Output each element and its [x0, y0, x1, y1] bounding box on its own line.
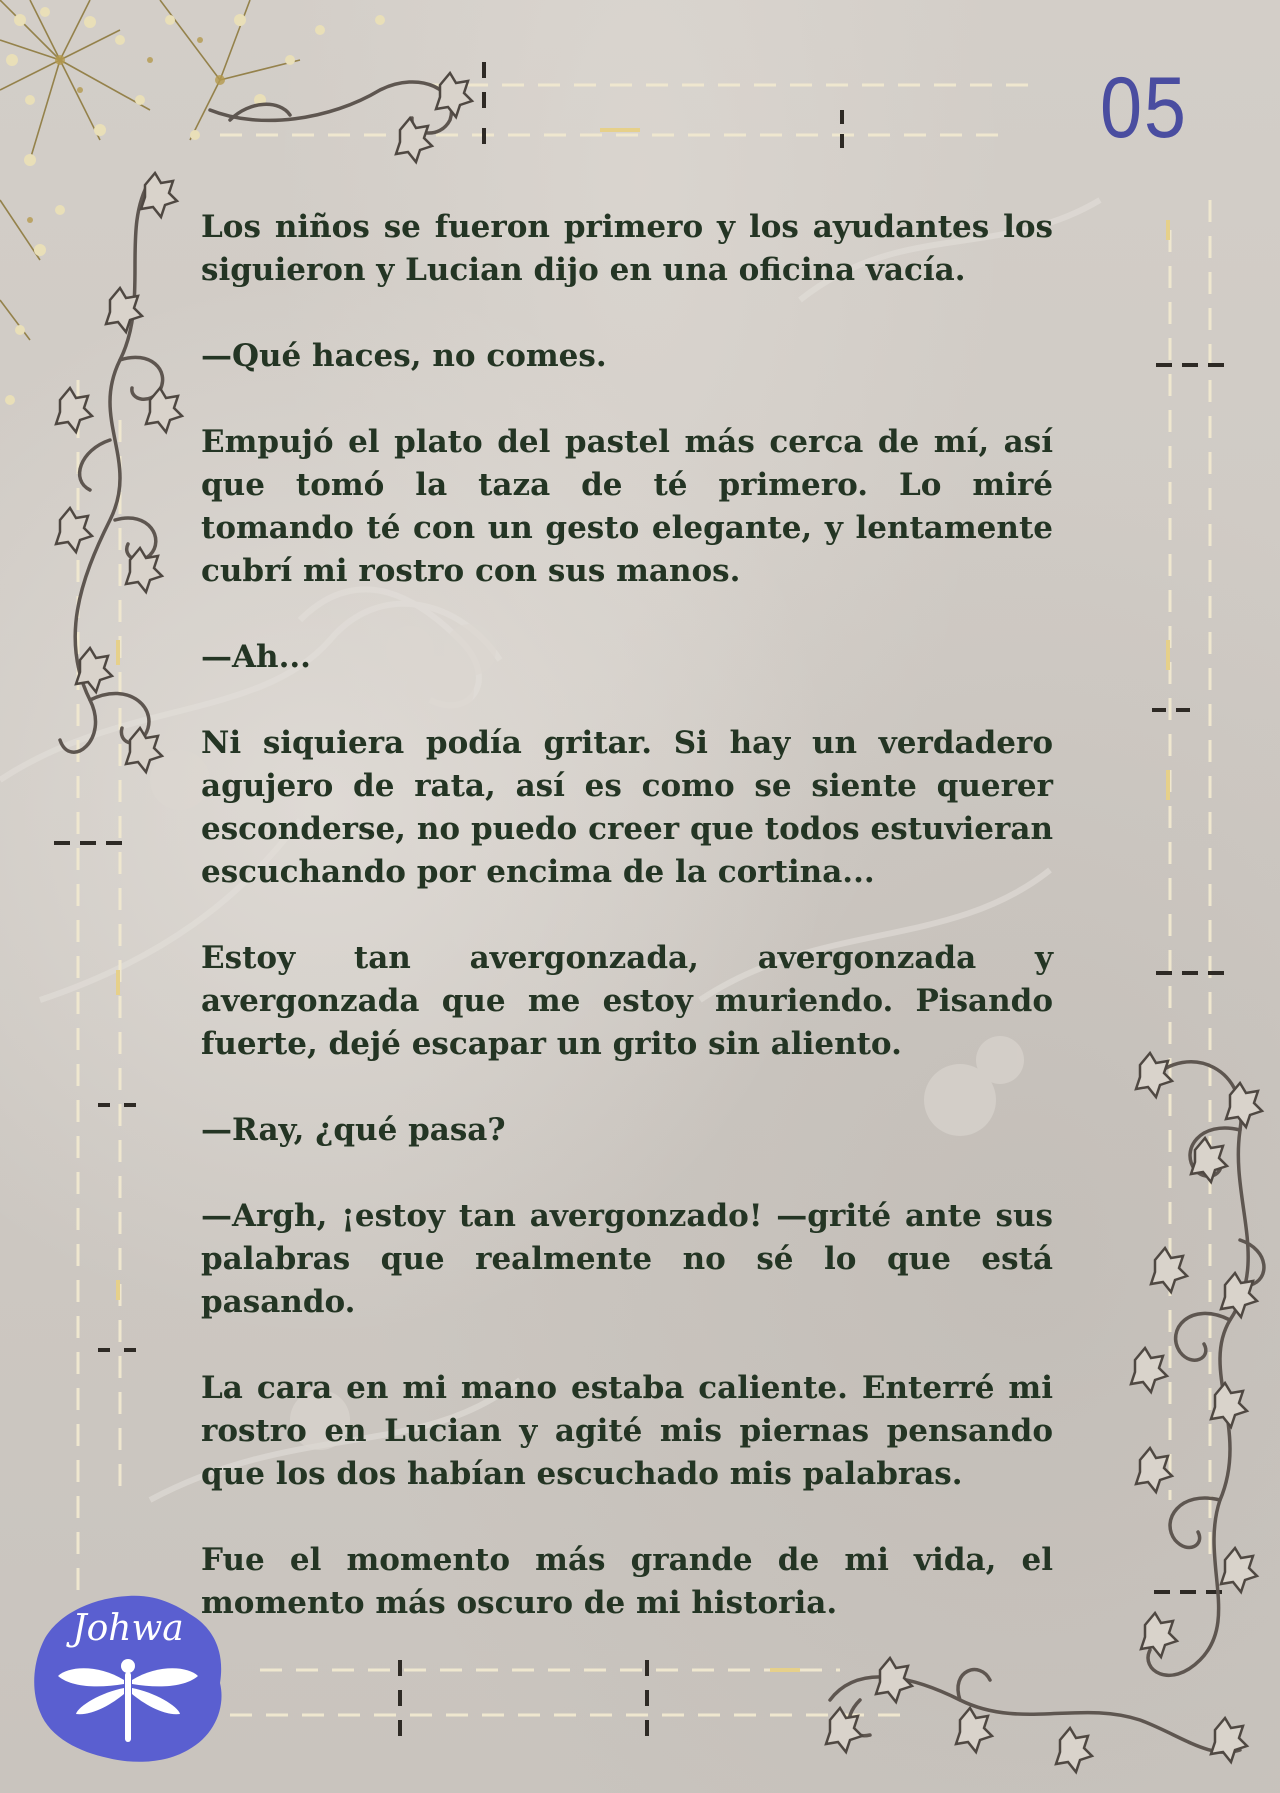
paragraph: —Ray, ¿qué pasa?	[201, 1112, 506, 1148]
paragraph: Ni siquiera podía gritar. Si hay un verdadero agujero de rata, así es como se siente querer esconderse, no puedo creer que todos estuvieran escuchando por encima de la cortina...	[201, 725, 1053, 890]
paragraph: Estoy tan avergonzada, avergonzada y avergonzada que me estoy muriendo. Pisando fuerte, dejé escapar un grito sin aliento.	[201, 940, 1053, 1062]
paragraph: Fue el momento más grande de mi vida, el momento más oscuro de mi historia.	[201, 1542, 1053, 1621]
paragraph: Empujó el plato del pastel más cerca de mí, así que tomó la taza de té primero. Lo miré tomando té con un gesto elegante, y lentamente cubrí mi rostro con sus manos.	[201, 424, 1053, 589]
story-text	[201, 206, 1053, 1668]
johwa-logo	[28, 1588, 228, 1768]
paragraph: Los niños se fueron primero y los ayudantes los siguieron y Lucian dijo en una oficina vacía.	[201, 209, 1053, 288]
logo-text: Johwa	[72, 1608, 184, 1649]
paragraph: —Argh, ¡estoy tan avergonzado! —grité ante sus palabras que realmente no sé lo que está pasando.	[201, 1198, 1053, 1320]
paragraph: —Qué haces, no comes.	[201, 338, 607, 374]
paragraph: —Ah...	[201, 639, 311, 675]
paragraph: La cara en mi mano estaba caliente. Enterré mi rostro en Lucian y agité mis piernas pensando que los dos habían escuchado mis palabras.	[201, 1370, 1053, 1492]
page-number: 05	[1100, 60, 1188, 156]
